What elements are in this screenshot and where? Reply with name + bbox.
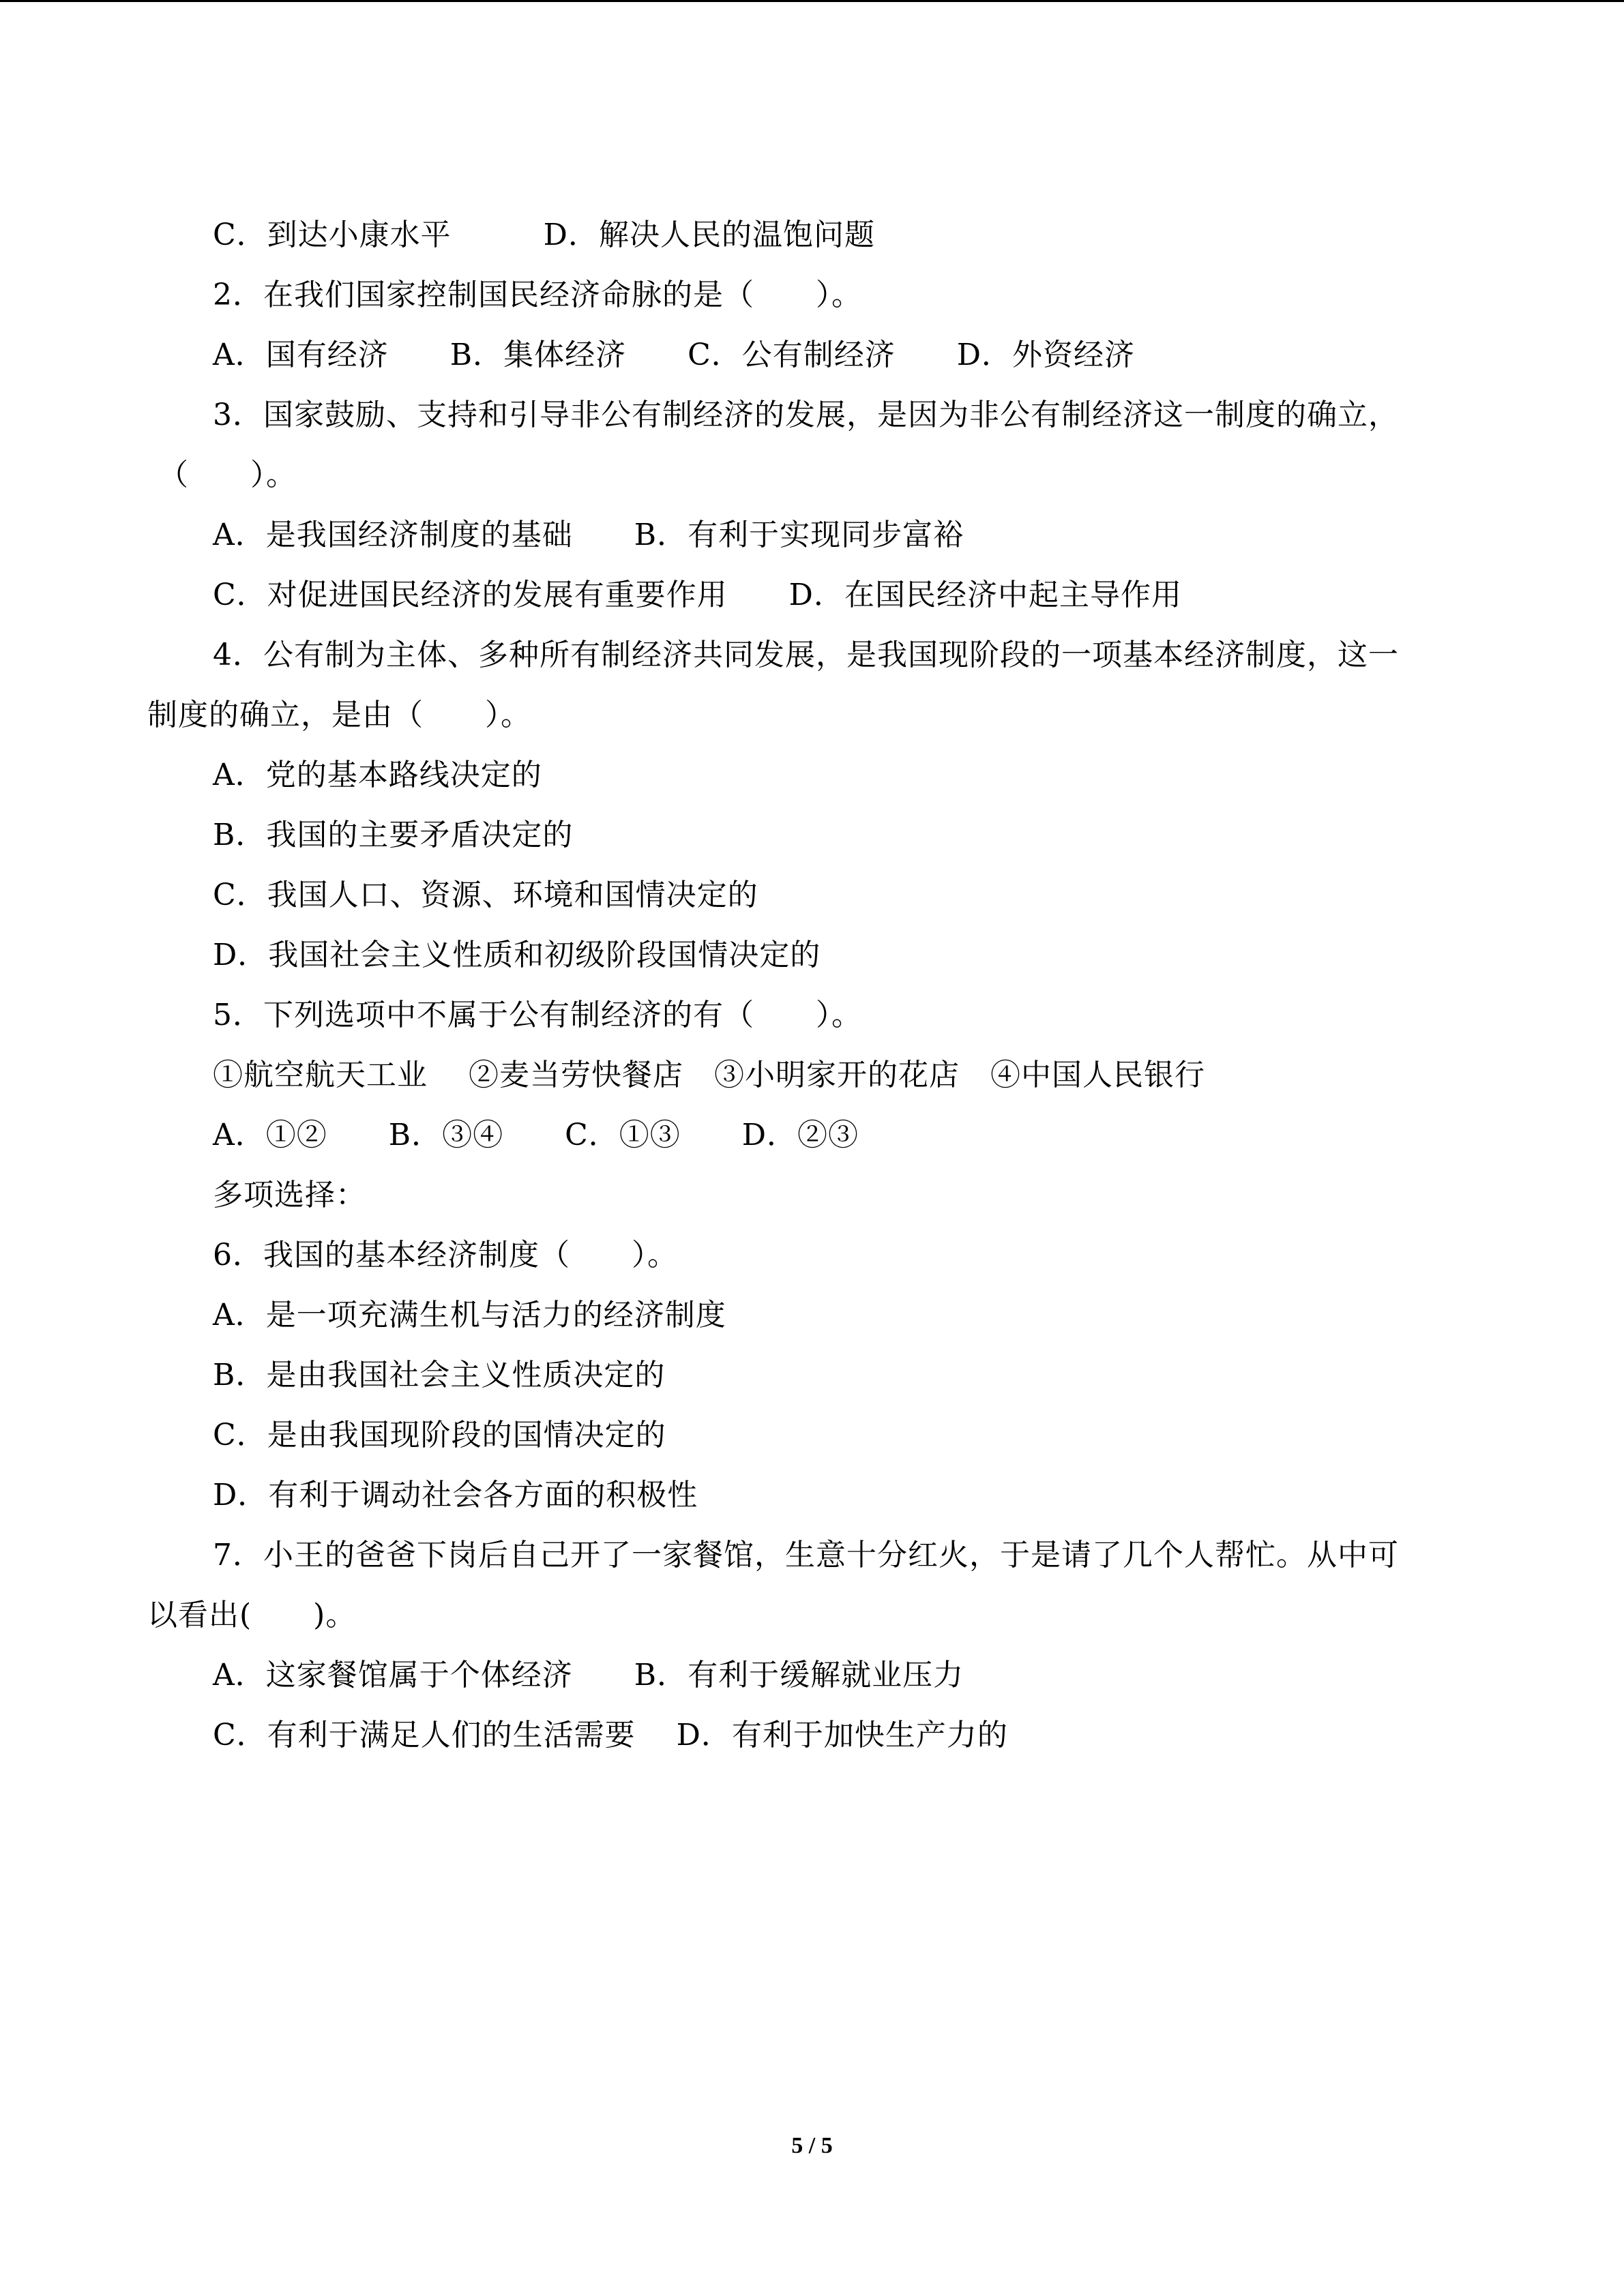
text-line: C．到达小康水平 D．解决人民的温饱问题 [213, 218, 875, 252]
question-2: 2．在我们国家控制国民经济命脉的是（ ）。 [213, 278, 862, 312]
question-3-continued: （ ）。 [158, 458, 297, 492]
question-5-items: ①航空航天工业 ②麦当劳快餐店 ③小明家开的花店 ④中国人民银行 [213, 1058, 1205, 1092]
question-4-option-c: C．我国人口、资源、环境和国情决定的 [213, 878, 758, 912]
question-7-continued: 以看出( )。 [147, 1598, 357, 1632]
question-7: 7．小王的爸爸下岗后自己开了一家餐馆，生意十分红火，于是请了几个人帮忙。从中可 [213, 1538, 1399, 1572]
question-4-option-b: B．我国的主要矛盾决定的 [213, 818, 574, 852]
section-heading-multiple-choice: 多项选择： [213, 1178, 366, 1212]
question-5-options: A．①② B．③④ C．①③ D．②③ [213, 1118, 859, 1152]
question-6: 6．我国的基本经济制度（ ）。 [213, 1238, 678, 1272]
question-5: 5．下列选项中不属于公有制经济的有（ ）。 [213, 998, 862, 1032]
question-2-options: A．国有经济 B．集体经济 C．公有制经济 D．外资经济 [213, 338, 1136, 372]
question-4-option-a: A．党的基本路线决定的 [213, 758, 542, 792]
question-6-option-d: D．有利于调动社会各方面的积极性 [213, 1478, 698, 1512]
question-6-option-c: C．是由我国现阶段的国情决定的 [213, 1418, 666, 1452]
question-7-options-cd: C．有利于满足人们的生活需要 D．有利于加快生产力的 [213, 1718, 1008, 1753]
question-4-option-d: D．我国社会主义性质和初级阶段国情决定的 [213, 938, 821, 972]
question-3-options-ab: A．是我国经济制度的基础 B．有利于实现同步富裕 [213, 518, 964, 552]
question-3-options-cd: C．对促进国民经济的发展有重要作用 D．在国民经济中起主导作用 [213, 578, 1182, 612]
question-6-option-a: A．是一项充满生机与活力的经济制度 [213, 1298, 726, 1332]
question-7-options-ab: A．这家餐馆属于个体经济 B．有利于缓解就业压力 [213, 1658, 964, 1693]
page-number: 5 / 5 [791, 2133, 833, 2158]
question-4: 4．公有制为主体、多种所有制经济共同发展，是我国现阶段的一项基本经济制度，这一 [213, 638, 1399, 672]
question-3: 3．国家鼓励、支持和引导非公有制经济的发展，是因为非公有制经济这一制度的确立， [213, 398, 1399, 432]
question-6-option-b: B．是由我国社会主义性质决定的 [213, 1358, 666, 1392]
question-4-continued: 制度的确立，是由（ ）。 [147, 698, 531, 732]
